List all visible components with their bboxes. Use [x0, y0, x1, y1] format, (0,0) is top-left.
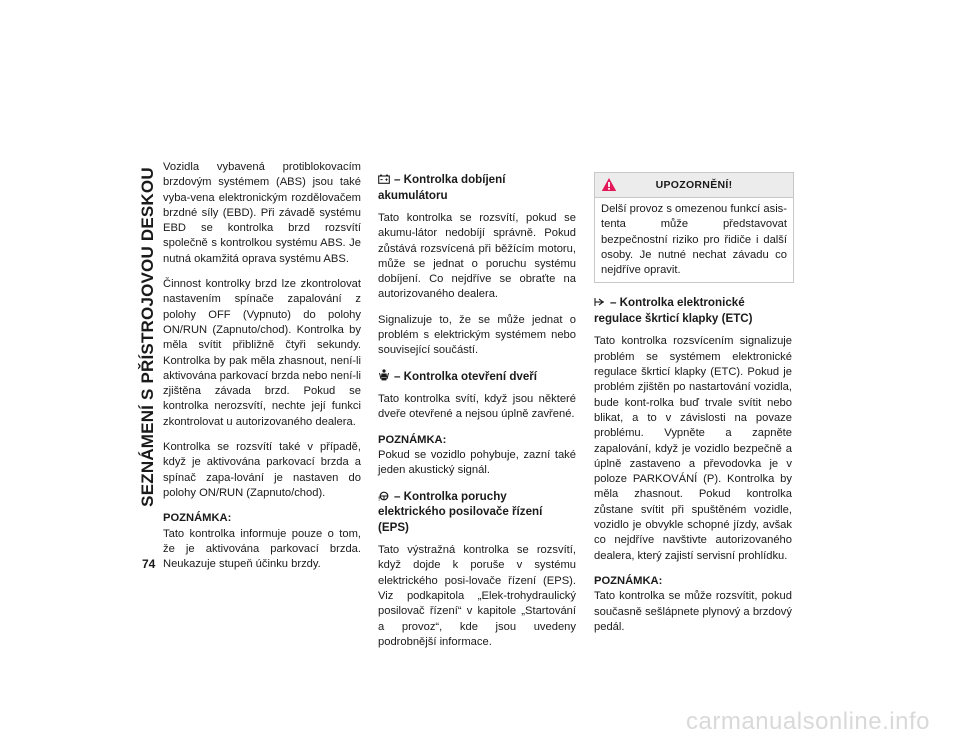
paragraph-parking-brake: Kontrolka se rozsvítí také v případě, když je aktivována parkovací brzda a spínač zapa-lování je nastaven do polohy ON/RUN (Zapnuto/chod). — [163, 441, 361, 499]
page-number: 74 — [142, 557, 156, 571]
warning-triangle-icon — [601, 177, 617, 192]
svg-text:!: ! — [378, 496, 381, 501]
warning-header — [595, 173, 793, 198]
note-label: POZNÁMKA: — [594, 574, 663, 587]
throttle-icon — [594, 297, 606, 307]
warning-box — [594, 172, 794, 283]
warning-title: UPOZORNĚNÍ! — [655, 179, 733, 191]
heading-battery — [378, 172, 576, 203]
column-3 — [594, 172, 792, 645]
paragraph-eps: Tato výstražná kontrolka se rozsvítí, když dojde k poruše v systému elektrického posi-lovače řízení (EPS). Viz podkapitola „Elek-trohydraulický posilovač řízení“ v kapitole „Startování a provoz“, kde jsou uvedeny podrobnější informace. — [378, 544, 576, 648]
battery-icon — [378, 174, 390, 184]
column-2 — [378, 172, 576, 660]
column-1 — [163, 160, 361, 582]
heading-etc-text: – Kontrolka elektronické regulace škrticí klapky (ETC) — [594, 296, 753, 325]
heading-battery-text: – Kontrolka dobíjení akumulátoru — [378, 173, 506, 202]
paragraph-etc: Tato kontrolka rozsvícením signalizuje problém se systémem elektronické regulace škrticí klapky (ETC). Pokud je problém zjištěn po nastartování vozidla, bude kont-rolka buď trvale svítit nebo blikat, a to v závislosti na povaze problému. Vypněte a zapněte zapalování, když je vozidlo bezpečně a úplně zastaveno a převodovka je v poloze PARKOVÁNÍ (P). Kontrolka by měla zhasnout. Pokud kontrolka zůstane svítit při spuštěném vozidle, vozidlo je obvykle schopné jízdy, avšak co nejdříve navštivte autorizovaného dealera, který zajistí servisní prohlídku. — [594, 335, 792, 562]
heading-eps-text: – Kontrolka poruchy elektrického posilovače řízení (EPS) — [378, 489, 543, 534]
paragraph-door: Tato kontrolka svítí, když jsou některé dveře otevřené a nejsou úplně zavřené. — [378, 393, 576, 421]
note-label: POZNÁMKA: — [378, 433, 447, 446]
note-text: Tato kontrolka informuje pouze o tom, že je aktivována parkovací brzda. Neukazuje stupeň účinku brzdy. — [163, 527, 361, 571]
heading-etc — [594, 295, 792, 326]
note-text: Tato kontrolka se může rozsvítit, pokud současně sešlápnete plynový a brzdový pedál. — [594, 590, 792, 633]
steering-icon — [378, 491, 390, 501]
note-text: Pokud se vozidlo pohybuje, zazní také jeden akustický signál. — [378, 449, 576, 477]
warning-body — [595, 198, 793, 282]
section-title-text: SEZNÁMENÍ S PŘÍSTROJOVOU DESKOU — [138, 167, 158, 507]
paragraph-electrical: Signalizuje to, že se může jednat o problém s elektrickým systémem nebo související součástí. — [378, 313, 576, 357]
warning-text: Delší provoz s omezenou funkcí asis-tenta může představovat bezpečnostní riziko pro řidiče i další osoby. Je nutné nechat závadu co nejdříve opravit. — [601, 203, 787, 277]
paragraph-brake-check: Činnost kontrolky brzd lze zkontrolovat nastavením spínače zapalování z polohy OFF (Vypnuto) do polohy ON/RUN (Zapnuto/chod). Kontrolka by měla svítit přibližně čtyři sekundy. Kontrolka by pak měla zhasnout, není-li aktivována parkovací brzda nebo není-li zjištěna závada brzd. Pokud se kontrolka nerozsvítí, nechte její funkci zkontrolovat u autorizovaného dealera. — [163, 278, 361, 428]
heading-eps — [378, 489, 576, 536]
door-open-icon — [378, 369, 390, 381]
note-label: POZNÁMKA: — [163, 512, 232, 525]
heading-door — [378, 369, 576, 385]
paragraph-ebd: Vozidla vybavená protiblokovacím brzdovým systémem (ABS) jsou také vyba-vena elektronickým rozdělovačem brzdné síly (EBD). Při závadě systému EBD se kontrolka brzd rozsvítí společně s kontrolkou systému ABS. Je nutná okamžitá oprava systému ABS. — [163, 161, 361, 265]
heading-door-text: – Kontrolka otevření dveří — [394, 369, 538, 383]
section-title-vertical — [136, 158, 160, 516]
paragraph-battery: Tato kontrolka se rozsvítí, pokud se akumu-látor nedobíjí správně. Pokud zůstává rozsvícená při běžícím motoru, může se jednat o poruchu systému dobíjení. Co nejdříve se obraťte na autorizovaného dealera. — [378, 212, 576, 301]
watermark: carmanualsonline.info — [686, 708, 930, 735]
